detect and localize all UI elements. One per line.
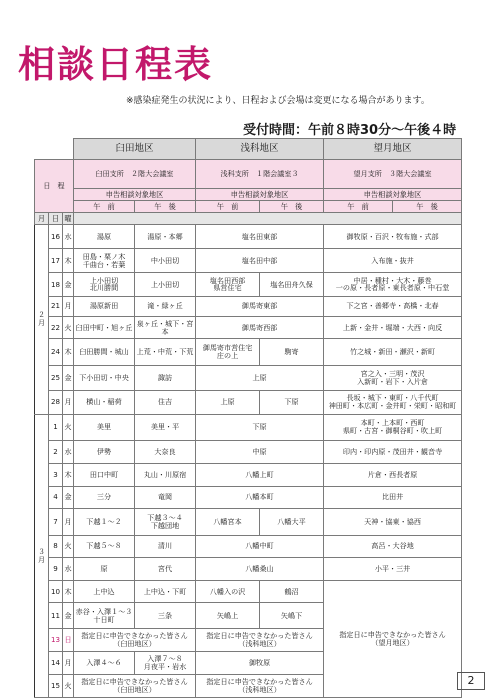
schedule-row — [35, 414, 462, 440]
asashina-cell: 御馬寄東部 — [196, 296, 324, 316]
mochizuki-cell: 上新・金井・堀端・大西・向反 — [324, 316, 462, 339]
pm-header: 午 後 — [260, 201, 324, 213]
schedule-row — [35, 535, 462, 558]
usuda-am-cell: 三分 — [74, 486, 135, 509]
schedule-row — [35, 390, 462, 414]
weekday-cell: 水 — [63, 440, 74, 463]
mochizuki-cell: 小平・三井 — [324, 558, 462, 581]
usuda-am-cell: 横山・稲荷 — [74, 390, 135, 414]
asashina-am-cell: 矢嶋上 — [196, 603, 260, 629]
usuda-am-cell: 美里 — [74, 414, 135, 440]
day-cell: 10 — [49, 581, 63, 603]
change-notice: ※感染症発生の状況により、日程および会場は変更になる場合があります。 — [126, 96, 430, 106]
weekday-cell: 木 — [63, 463, 74, 486]
weekday-cell: 木 — [63, 339, 74, 365]
pm-header: 午 後 — [393, 201, 462, 213]
weekday-cell: 金 — [63, 603, 74, 629]
venue-asashina: 浅科支所 １階会議室３ — [196, 159, 324, 188]
usuda-makeup-cell: 指定日に申告できなかった皆さん （臼田地区） — [74, 674, 196, 697]
schedule-row — [35, 316, 462, 339]
consultation-schedule-table — [34, 138, 462, 698]
day-cell: 4 — [49, 486, 63, 509]
weekday-cell: 月 — [63, 296, 74, 316]
day-cell: 16 — [49, 225, 63, 249]
usuda-pm-cell: 諏訪 — [135, 365, 196, 390]
schedule-label: 日 程 — [35, 159, 74, 212]
day-cell: 15 — [49, 674, 63, 697]
day-cell: 1 — [49, 414, 63, 440]
schedule-row — [35, 296, 462, 316]
pm-header: 午 後 — [135, 201, 196, 213]
reception-hours: 受付時間：午前８時30分～午後４時 — [243, 123, 457, 138]
day-cell: 2 — [49, 440, 63, 463]
day-cell: 8 — [49, 535, 63, 558]
schedule-row — [35, 558, 462, 581]
usuda-pm-cell: 滝・緑ヶ丘 — [135, 296, 196, 316]
venue-mochizuki: 望月支所 ３階大会議室 — [324, 159, 462, 188]
weekday-cell: 金 — [63, 365, 74, 390]
usuda-am-cell: 湯原新田 — [74, 296, 135, 316]
usuda-am-cell: 下越５～８ — [74, 535, 135, 558]
am-header: 午 前 — [324, 201, 393, 213]
usuda-pm-cell: 泉ヶ丘・城下・宮本 — [135, 316, 196, 339]
asashina-cell: 八幡桑山 — [196, 558, 324, 581]
asashina-am-cell: 八幡入の沢 — [196, 581, 260, 603]
asashina-cell: 御馬寄西部 — [196, 316, 324, 339]
day-cell: 22 — [49, 316, 63, 339]
usuda-am-cell: 湯原 — [74, 225, 135, 249]
usuda-am-cell: 入澤４～６ — [74, 652, 135, 675]
usuda-pm-cell: 丸山・川原宿 — [135, 463, 196, 486]
usuda-pm-cell: 住吉 — [135, 390, 196, 414]
month-column-header: 月 — [35, 213, 49, 225]
month-march: ３ 月 — [35, 414, 49, 697]
asashina-cell: 御牧原 — [196, 652, 324, 675]
usuda-am-cell: 臼田中町・旭ヶ丘 — [74, 316, 135, 339]
schedule-row — [35, 486, 462, 509]
schedule-row — [35, 581, 462, 603]
usuda-makeup-cell: 指定日に申告できなかった皆さん （臼田地区） — [74, 629, 196, 652]
schedule-row — [35, 273, 462, 297]
asashina-cell: 塩名田東部 — [196, 225, 324, 249]
usuda-am-cell: 臼田勝間・城山 — [74, 339, 135, 365]
usuda-am-cell: 下越１～２ — [74, 509, 135, 535]
weekday-cell: 火 — [63, 316, 74, 339]
page-title: 相談日程表 — [18, 43, 213, 86]
area-header-usuda: 臼田地区 — [74, 139, 196, 160]
weekday-column-header: 曜 — [63, 213, 74, 225]
mochizuki-cell: 片倉・西長者原 — [324, 463, 462, 486]
usuda-pm-cell: 入澤７～８ 月夜平・岩水 — [135, 652, 196, 675]
weekday-cell: 木 — [63, 249, 74, 273]
day-cell: 24 — [49, 339, 63, 365]
asashina-am-cell: 塩名田西部 県営住宅 — [196, 273, 260, 297]
area-header-mochizuki: 望月地区 — [324, 139, 462, 160]
month-february: ２ 月 — [35, 225, 49, 415]
mochizuki-cell: 入布施・抜井 — [324, 249, 462, 273]
schedule-row — [35, 463, 462, 486]
mochizuki-cell: 高呂・大谷地 — [324, 535, 462, 558]
asashina-am-cell: 上原 — [196, 390, 260, 414]
weekday-cell: 月 — [63, 509, 74, 535]
asashina-cell: 八幡本町 — [196, 486, 324, 509]
day-cell: 21 — [49, 296, 63, 316]
usuda-pm-cell: 上荒・中荒・下荒 — [135, 339, 196, 365]
weekday-cell: 月 — [63, 390, 74, 414]
day-cell: 17 — [49, 249, 63, 273]
usuda-pm-cell: 宮代 — [135, 558, 196, 581]
asashina-am-cell: 御馬寄市営住宅 庄の上 — [196, 339, 260, 365]
usuda-pm-cell: 清川 — [135, 535, 196, 558]
mochizuki-cell: 竹之城・新田・瀬沢・新町 — [324, 339, 462, 365]
usuda-am-cell: 田島・栗ノ木 千曲台・若葉 — [74, 249, 135, 273]
schedule-row — [35, 225, 462, 249]
mochizuki-cell: 下之宮・善郷寺・高橋・北春 — [324, 296, 462, 316]
asashina-cell: 中原 — [196, 440, 324, 463]
asashina-cell: 上原 — [196, 365, 324, 390]
weekday-cell: 水 — [63, 225, 74, 249]
target-label-mochizuki: 申告相談対象地区 — [324, 189, 462, 201]
usuda-pm-cell: 美里・平 — [135, 414, 196, 440]
usuda-pm-cell: 竜岡 — [135, 486, 196, 509]
schedule-row — [35, 339, 462, 365]
weekday-cell: 金 — [63, 486, 74, 509]
schedule-row — [35, 365, 462, 390]
weekday-cell: 日 — [63, 629, 74, 652]
mochizuki-cell: 天神・協東・協西 — [324, 509, 462, 535]
asashina-pm-cell: 八幡大平 — [260, 509, 324, 535]
day-cell: 25 — [49, 365, 63, 390]
asashina-pm-cell: 駒寄 — [260, 339, 324, 365]
usuda-am-cell: 赤谷・入澤１～３ 十日町 — [74, 603, 135, 629]
mochizuki-cell: 中居・種村・大木・藤巻 一の原・長者原・東長者原・中石堂 — [324, 273, 462, 297]
mochizuki-cell: 宮之入・三明・茂沢 入新町・岩下・入片倉 — [324, 365, 462, 390]
weekday-cell: 水 — [63, 558, 74, 581]
day-cell: 14 — [49, 652, 63, 675]
day-cell: 7 — [49, 509, 63, 535]
area-header-asashina: 浅科地区 — [196, 139, 324, 160]
schedule-row — [35, 440, 462, 463]
asashina-cell: 八幡上町 — [196, 463, 324, 486]
usuda-pm-cell: 湯原・本郷 — [135, 225, 196, 249]
asashina-pm-cell: 鶴沼 — [260, 581, 324, 603]
usuda-am-cell: 田口中町 — [74, 463, 135, 486]
day-cell: 3 — [49, 463, 63, 486]
weekday-cell: 木 — [63, 581, 74, 603]
mochizuki-cell: 印内・印内原・茂田井・観音寺 — [324, 440, 462, 463]
day-cell: 13 — [49, 629, 63, 652]
mochizuki-cell: 御牧原・百沢・牧布施・式部 — [324, 225, 462, 249]
day-column-header: 日 — [49, 213, 63, 225]
weekday-cell: 金 — [63, 273, 74, 297]
day-cell: 28 — [49, 390, 63, 414]
asashina-cell: 下原 — [196, 414, 324, 440]
usuda-pm-cell: 上小田切 — [135, 273, 196, 297]
usuda-am-cell: 下小田切・中央 — [74, 365, 135, 390]
asashina-cell: 塩名田中部 — [196, 249, 324, 273]
asashina-pm-cell: 下原 — [260, 390, 324, 414]
target-label-asashina: 申告相談対象地区 — [196, 189, 324, 201]
usuda-pm-cell: 三条 — [135, 603, 196, 629]
day-cell: 11 — [49, 603, 63, 629]
usuda-pm-cell: 大奈良 — [135, 440, 196, 463]
usuda-am-cell: 原 — [74, 558, 135, 581]
mochizuki-cell: 本町・上本町・西町 県町・古宮・御桐谷町・吹上町 — [324, 414, 462, 440]
usuda-pm-cell: 上中込・下町 — [135, 581, 196, 603]
asashina-cell: 八幡中町 — [196, 535, 324, 558]
am-header: 午 前 — [74, 201, 135, 213]
target-label-usuda: 申告相談対象地区 — [74, 189, 196, 201]
mochizuki-makeup-cell: 指定日に申告できなかった皆さん （望月地区） — [324, 581, 462, 698]
asashina-am-cell: 八幡宮本 — [196, 509, 260, 535]
asashina-pm-cell: 塩名田舟久保 — [260, 273, 324, 297]
venue-usuda: 臼田支所 ２階大会議室 — [74, 159, 196, 188]
page-number: 2 — [457, 672, 485, 690]
usuda-pm-cell: 中小田切 — [135, 249, 196, 273]
asashina-cell: 指定日に申告できなかった皆さん （浅科地区） — [196, 629, 324, 652]
mochizuki-cell: 長坂・城下・東町・八千代町 神田町・本広町・金井町・栄町・昭和町 — [324, 390, 462, 414]
mochizuki-cell: 比田井 — [324, 486, 462, 509]
weekday-cell: 火 — [63, 535, 74, 558]
schedule-row — [35, 509, 462, 535]
day-cell: 18 — [49, 273, 63, 297]
asashina-pm-cell: 矢嶋下 — [260, 603, 324, 629]
weekday-cell: 月 — [63, 652, 74, 675]
usuda-am-cell: 伊勢 — [74, 440, 135, 463]
am-header: 午 前 — [196, 201, 260, 213]
weekday-cell: 火 — [63, 414, 74, 440]
day-cell: 9 — [49, 558, 63, 581]
usuda-am-cell: 上中込 — [74, 581, 135, 603]
weekday-cell: 火 — [63, 674, 74, 697]
usuda-am-cell: 上小田切 北川勝間 — [74, 273, 135, 297]
schedule-row — [35, 249, 462, 273]
usuda-pm-cell: 下越３～４ 下越団地 — [135, 509, 196, 535]
asashina-cell: 指定日に申告できなかった皆さん （浅科地区） — [196, 674, 324, 697]
